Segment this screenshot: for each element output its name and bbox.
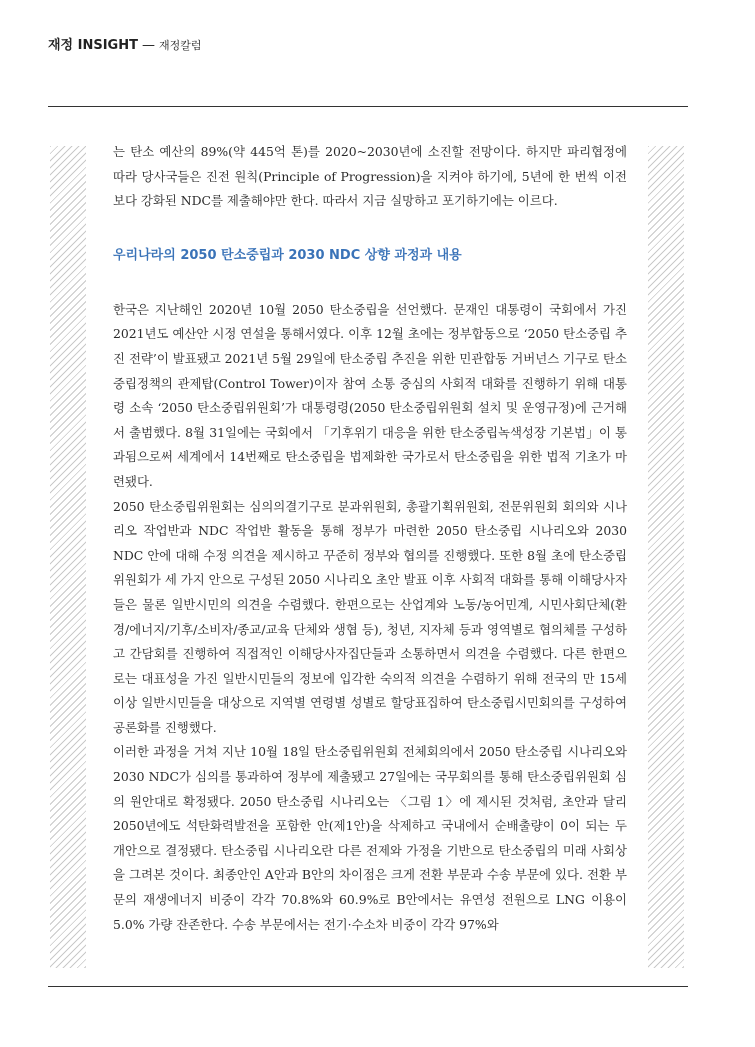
- section-name: 재정칼럼: [158, 39, 202, 52]
- header-dash: —: [141, 38, 155, 53]
- paragraph-3: 이러한 과정을 거쳐 지난 10월 18일 탄소중립위원회 전체회의에서 2050 탄소중립 시나리오와 2030 NDC가 심의를 통과하여 정부에 제출됐고 27일에는 국무회의를 통해 탄소중립위원회 심의 원안대로 확정됐다. 2050 탄소중립 시나리오는 〈그림 1〉에 제시된 것처럼, 초안과 달리 2050년에도 석탄화력발전을 포함한 안(제1안)을 삭제하고 국내에서 순배출량이 0이 되는 두 개안으로 결정됐다. 탄소중립 시나리오란 다른 전제와 가정을 기반으로 탄소중립의 미래 사회상을 그려본 것이다. 최종안인 A안과 B안의 차이점은 크게 전환 부문과 수송 부문에 있다. 전환 부문의 재생에너지 비중이 각각 70.8%와 60.9%로 B안에서는 유연성 전원으로 LNG 이용이 5.0% 가량 잔존한다. 수송 부문에서는 전기·수소차 비중이 각각 97%와: [113, 744, 627, 932]
- paragraph-2: 2050 탄소중립위원회는 심의의결기구로 분과위원회, 총괄기획위원회, 전문위원회 회의와 시나리오 작업반과 NDC 작업반 활동을 통해 정부가 마련한 2050 탄소중립 시나리오와 2030 NDC 안에 대해 수정 의견을 제시하고 꾸준히 정부와 협의를 진행했다. 또한 8월 초에 탄소중립위원회가 세 가지 안으로 구성된 2050 시나리오 초안 발표 이후 사회적 대화를 통해 이해당사자들은 물론 일반시민의 의견을 수렴했다. 한편으로는 산업계와 노동/농어민계, 시민사회단체(환경/에너지/기후/소비자/종교/교육 단체와 생협 등), 청년, 지자체 등과 영역별로 협의체를 구성하고 간담회를 진행하여 직접적인 이해당사자집단들과 소통하면서 의견을 수렴했다. 다른 한편으로는 대표성을 가진 일반시민들의 정보에 입각한 숙의적 의견을 수렴하기 위해 전국의 만 15세 이상 일반시민들을 대상으로 지역별 연령별 성별로 할당표집하여 탄소중립시민회의를 구성하여 공론화를 진행했다.: [113, 498, 627, 735]
- paragraph-1: 한국은 지난해인 2020년 10월 2050 탄소중립을 선언했다. 문재인 대통령이 국회에서 가진 2021년도 예산안 시정 연설을 통해서였다. 이후 12월 초에는 정부합동으로 ‘2050 탄소중립 추진 전략’이 발표됐고 2021년 5월 29일에 탄소중립 추진을 위한 민관합동 거버넌스 기구로 탄소중립정책의 관제탑(Control Tower)이자 참여 소통 중심의 사회적 대화를 진행하기 위해 대통령 소속 ‘2050 탄소중립위원회’가 대통령령(2050 탄소중립위원회 설치 및 운영규정)에 근거해서 출범했다. 8월 31일에는 국회에서 「기후위기 대응을 위한 탄소중립녹색성장 기본법」이 통과됨으로써 세계에서 14번째로 탄소중립을 법제화한 국가로서 탄소중립을 위한 법적 기초가 마련됐다.: [113, 301, 627, 489]
- page-header: [48, 34, 202, 53]
- section-heading: 우리나라의 2050 탄소중립과 2030 NDC 상향 과정과 내용: [113, 247, 462, 263]
- article-body: [113, 140, 627, 970]
- brand-title: 재정 INSIGHT: [48, 38, 138, 53]
- left-hatch-decoration: [50, 146, 86, 968]
- top-rule: [48, 106, 688, 107]
- bottom-rule: [48, 986, 688, 987]
- right-hatch-decoration: [648, 146, 684, 968]
- intro-paragraph: 는 탄소 예산의 89%(약 445억 톤)를 2020~2030년에 소진할 전망이다. 하지만 파리협정에 따라 당사국들은 진전 원칙(Principle of Progression)을 지켜야 하기에, 5년에 한 번씩 이전보다 강화된 NDC를 제출해야만 한다. 따라서 지금 실망하고 포기하기에는 이르다.: [113, 144, 627, 209]
